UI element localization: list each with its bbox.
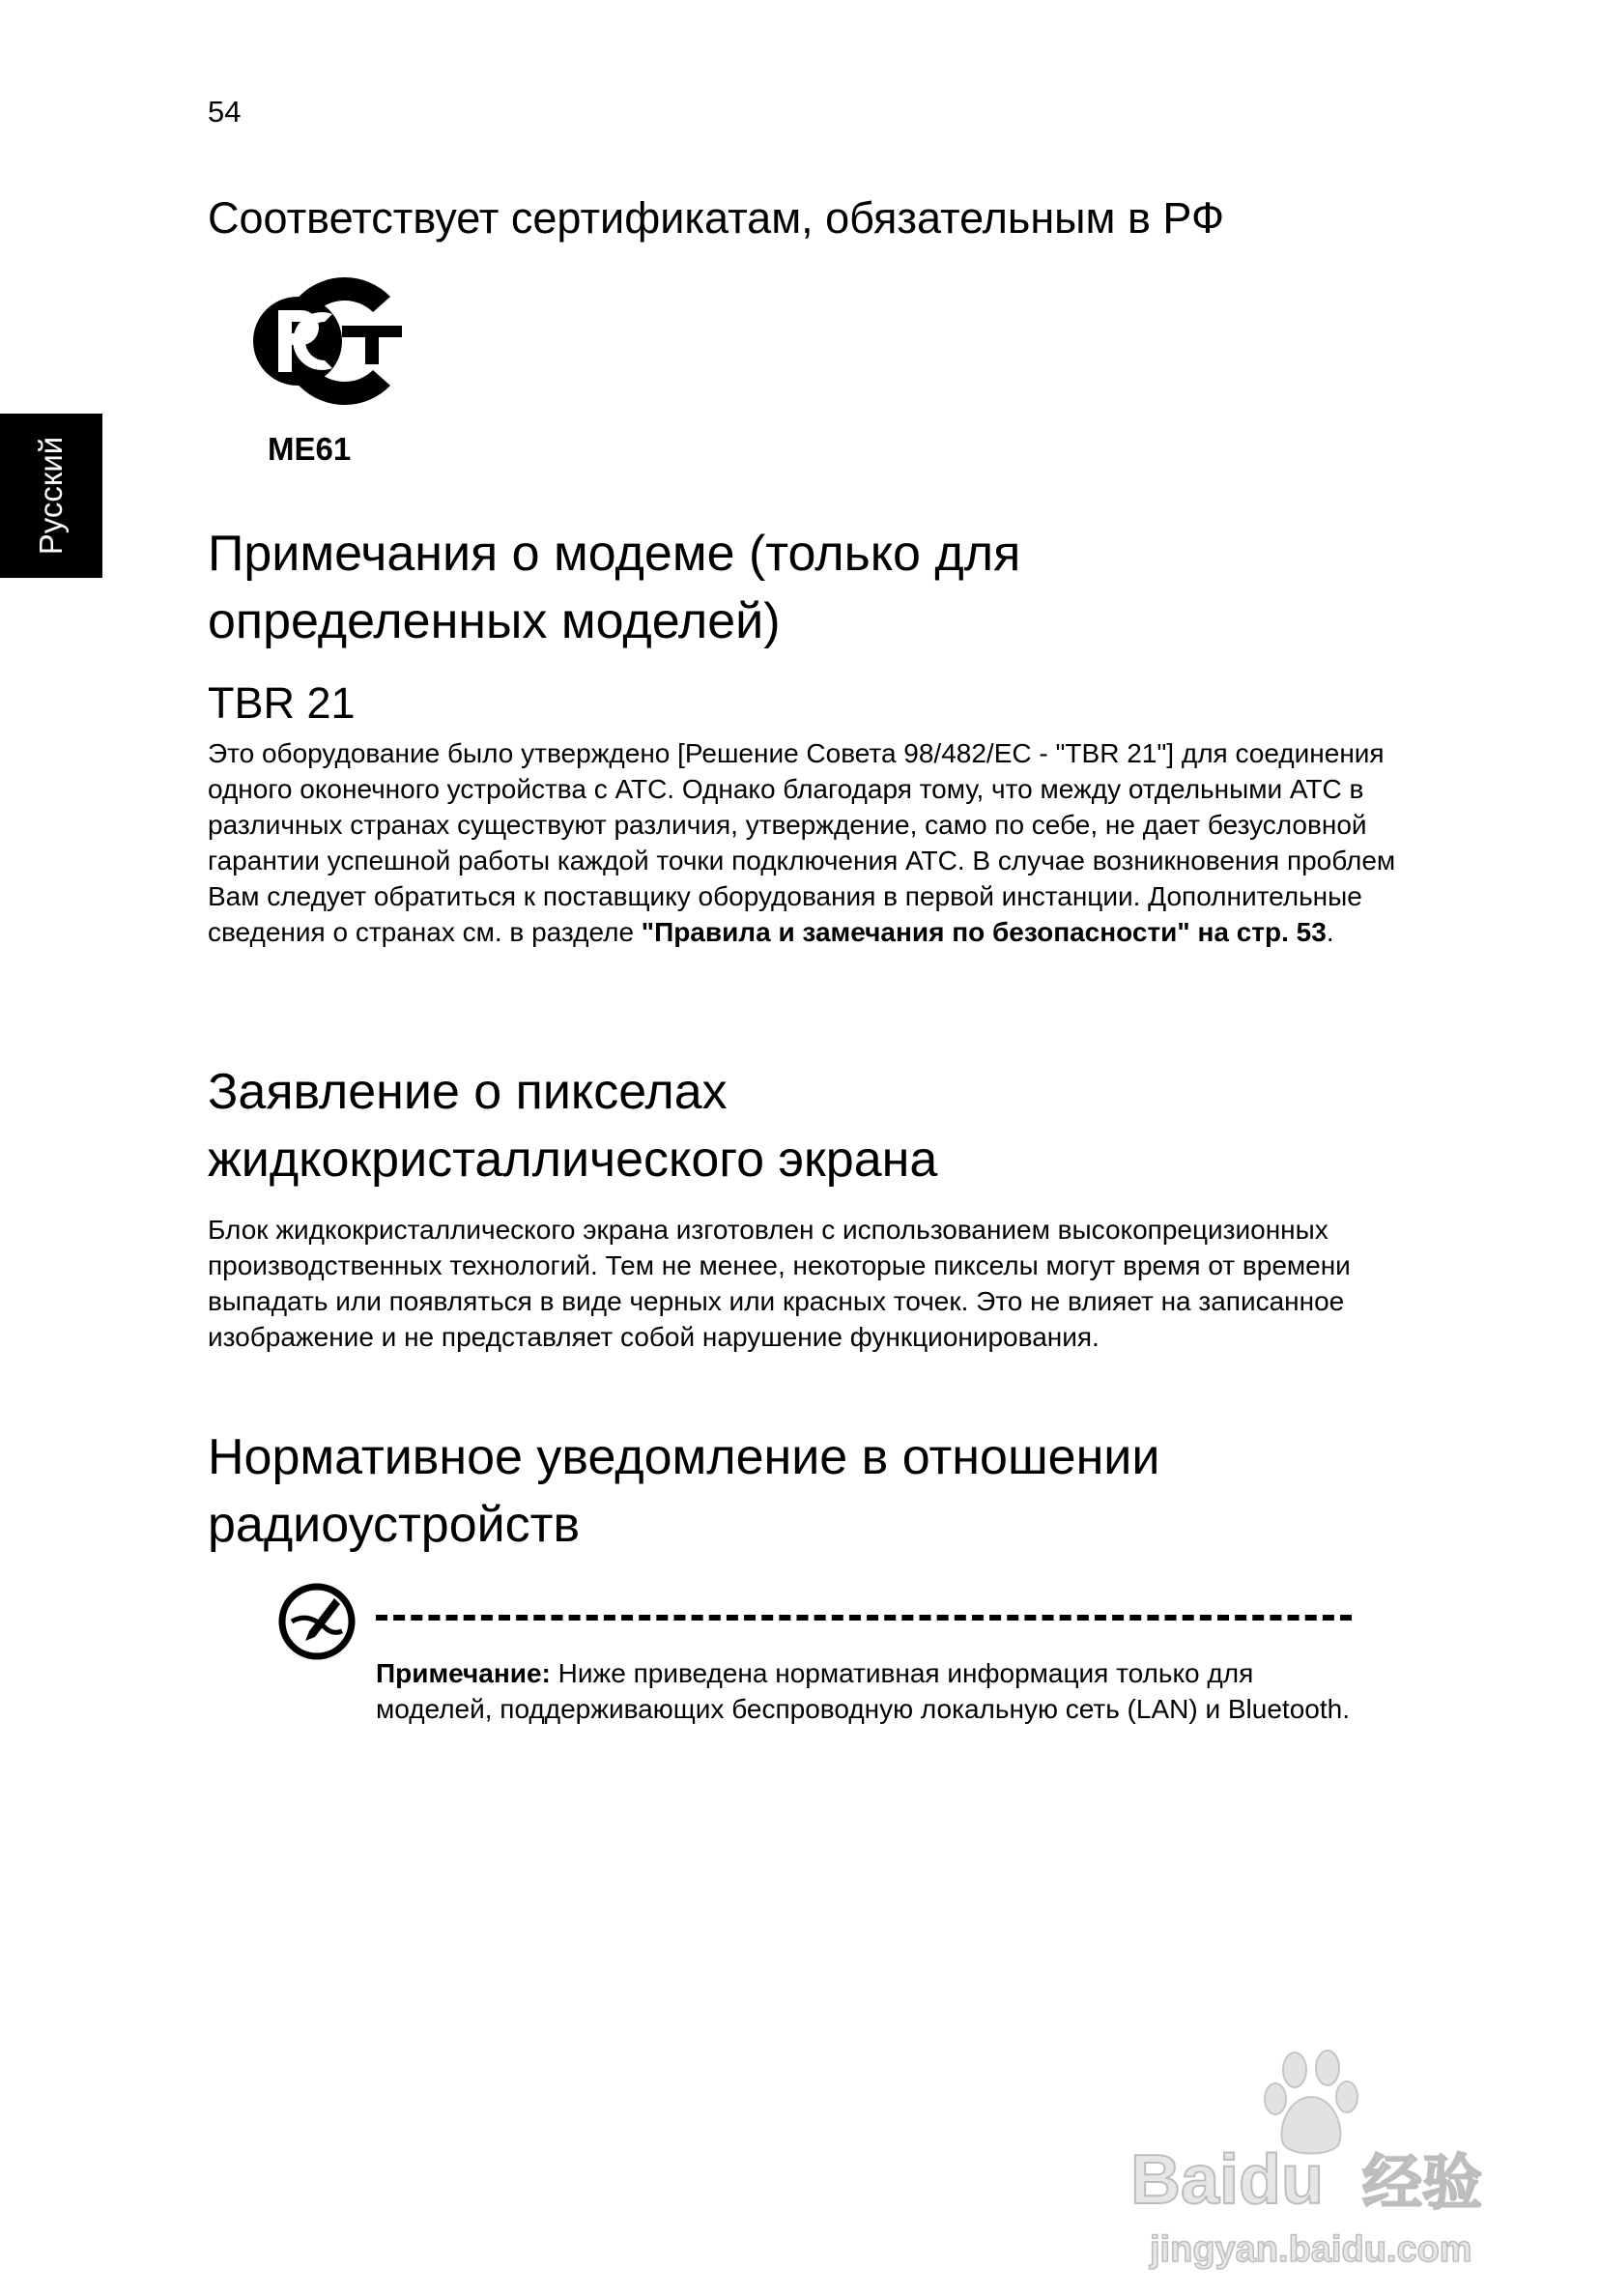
- tbr21-text: Это оборудование было утверждено [Решение Совета 98/482/EC - "TBR 21"] для соединения одного оконечного устройства с АТС. Однако благодаря тому, что между отдельными АТС в различных странах существуют различия, утверждение, само по себе, не дает безусловной гарантии успешной работы каждой точки подключения АТС. В случае возникновения проблем Вам следует обратиться к поставщику оборудования в первой инстанции. Дополнительные сведения о странах см. в разделе: [208, 738, 1396, 947]
- page-number: 54: [208, 95, 242, 129]
- note-text: Ниже приведена нормативная информация только для моделей, поддерживающих беспроводную локальную сеть (LAN) и Bluetooth.: [376, 1658, 1350, 1724]
- certification-code: ME61: [268, 431, 352, 467]
- watermark-brand: Baidu: [1130, 2141, 1325, 2219]
- note-divider: [376, 1615, 1352, 1621]
- lcd-pixel-paragraph: Блок жидкокристаллического экрана изготовлен с использованием высокопрецизионных производственных технологий. Тем не менее, некоторые пикселы могут время от времени выпадать или появляться в виде черных или красных точек. Это не влияет на записанное изображение и не представляет собой нарушение функционирования.: [208, 1215, 1351, 1352]
- watermark-cn-text: 经验: [1362, 2147, 1483, 2218]
- baidu-watermark: [1121, 2029, 1498, 2281]
- safety-reference-link[interactable]: "Правила и замечания по безопасности" на стр. 53: [641, 917, 1327, 947]
- tbr21-paragraph: [208, 735, 1415, 950]
- radio-notice-heading: [208, 1423, 1464, 1559]
- note-label: Примечание:: [376, 1658, 551, 1688]
- modem-heading-line-1: Примечания о модеме (только для: [208, 526, 1021, 582]
- modem-section-heading: [208, 520, 1464, 655]
- radio-heading-line-1: Нормативное уведомление в отношении: [208, 1429, 1160, 1485]
- modem-heading-line-2: определенных моделей): [208, 593, 781, 649]
- language-side-tab: [0, 414, 102, 578]
- lcd-heading-line-2: жидкокристаллического экрана: [208, 1132, 938, 1188]
- gost-r-pct-logo-icon: [228, 273, 406, 409]
- tbr21-heading: TBR 21: [208, 678, 356, 728]
- lcd-pixel-heading: [208, 1058, 1464, 1193]
- radio-note: [376, 1655, 1371, 1727]
- language-side-tab-label: Русский: [33, 436, 69, 556]
- lcd-heading-line-1: Заявление о пикселах: [208, 1064, 728, 1120]
- tbr21-text-end: .: [1326, 917, 1334, 947]
- radio-heading-line-2: радиоустройств: [208, 1497, 581, 1553]
- note-pencil-icon: [278, 1583, 356, 1660]
- watermark-url: jingyan.baidu.com: [1150, 2229, 1472, 2270]
- certification-heading: Соответствует сертификатам, обязательным в РФ: [208, 193, 1225, 243]
